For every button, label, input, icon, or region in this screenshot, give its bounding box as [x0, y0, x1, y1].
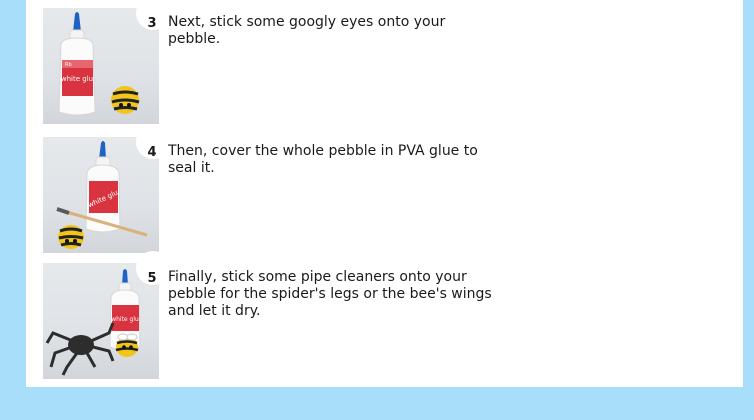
step-number: 3 — [147, 16, 157, 31]
step-4 — [43, 137, 733, 253]
step-text: Next, stick some googly eyes onto your pebble. — [168, 14, 446, 47]
instruction-page — [26, 0, 743, 387]
bottle-label-text: white glu — [86, 188, 120, 210]
step-text: Then, cover the whole pebble in PVA glue to seal it. — [168, 143, 478, 176]
bottle-brand-text: Rb — [65, 62, 72, 68]
bottle-label-text: white glu — [60, 75, 94, 83]
bottle-label-text: white glu — [111, 316, 139, 323]
step-number: 5 — [147, 271, 157, 286]
step-5 — [43, 263, 733, 379]
step-3 — [43, 8, 733, 124]
step-text: Finally, stick some pipe cleaners onto your pebble for the spider's legs or the bee's wings and let it dry. — [168, 269, 492, 319]
step-number: 4 — [147, 145, 157, 160]
